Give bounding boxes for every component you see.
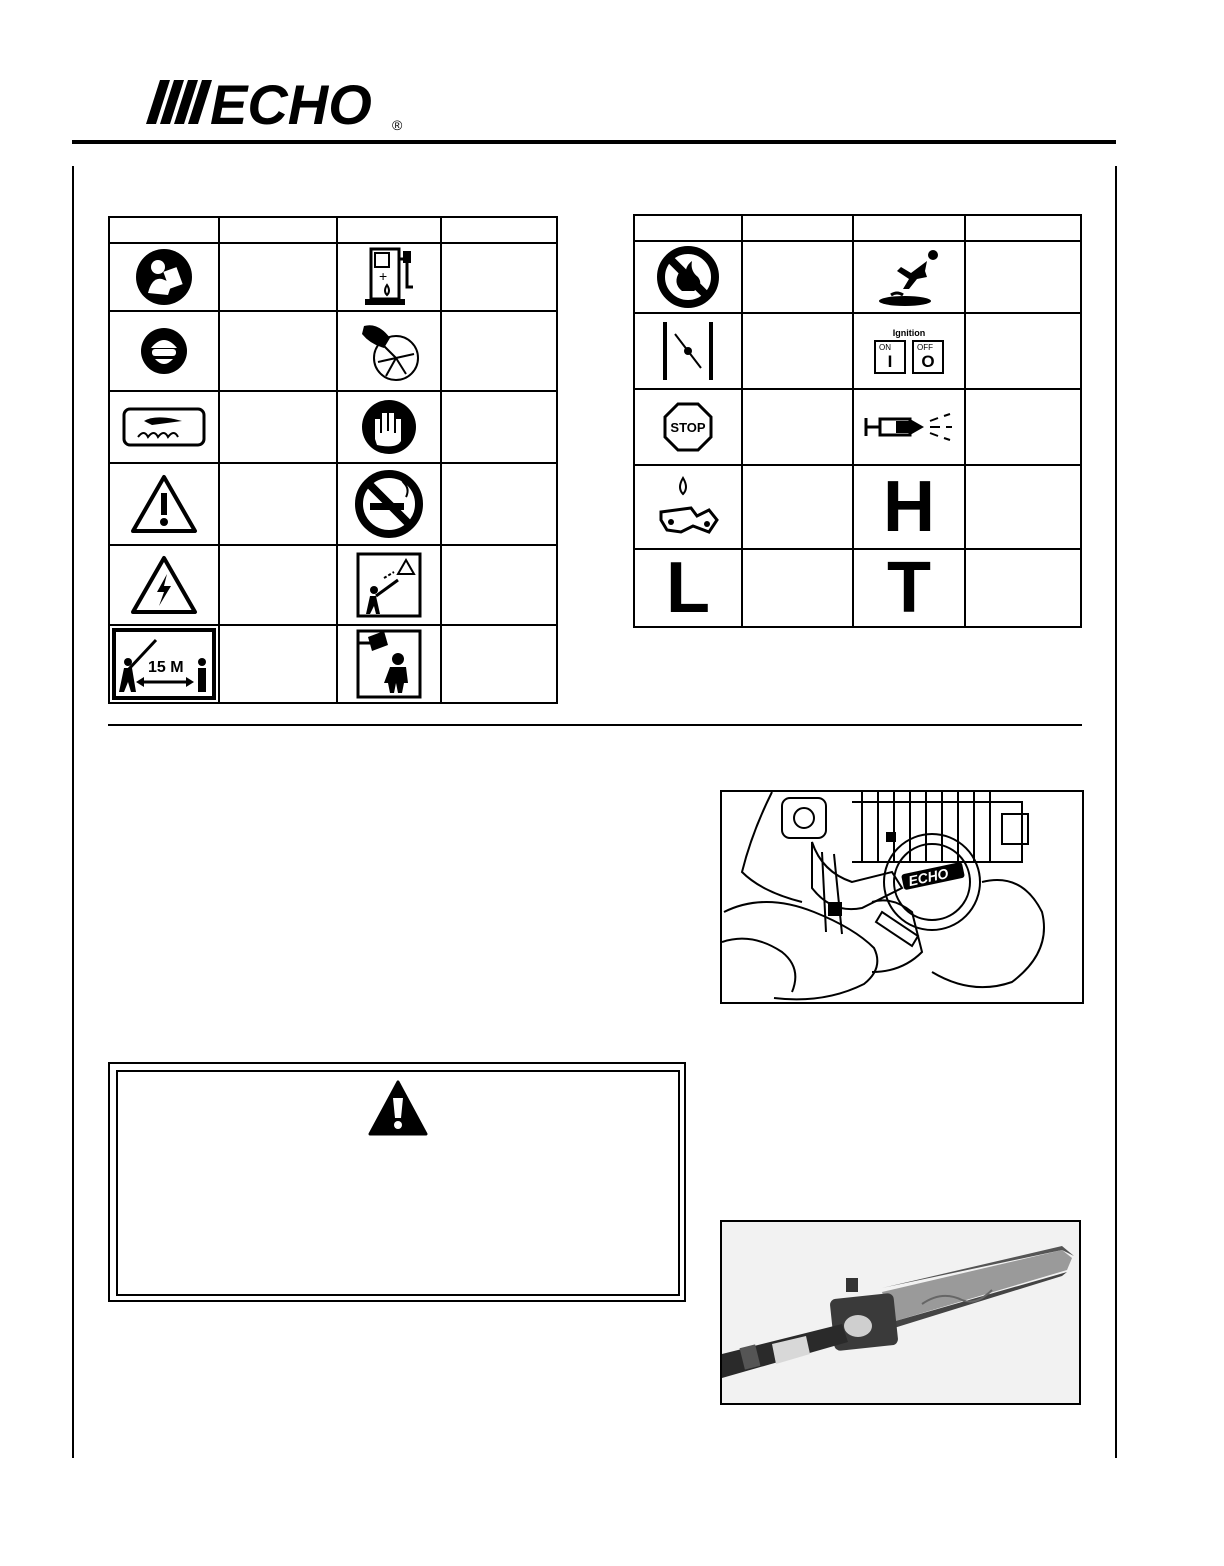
header-cell	[441, 217, 557, 243]
chain-oil-icon	[634, 465, 742, 549]
wear-gloves-icon	[337, 391, 441, 463]
t-letter-icon	[853, 549, 965, 627]
warning-triangle-icon	[368, 1080, 428, 1136]
symbol-description	[441, 545, 557, 625]
carb-figure-logo: ECHO	[906, 864, 950, 890]
symbol-description	[219, 625, 337, 703]
hot-surface-warning-icon	[109, 391, 219, 463]
symbol-description	[742, 241, 853, 313]
no-open-flame-icon	[634, 241, 742, 313]
hand-fan-warning-icon	[337, 311, 441, 391]
caution-triangle-icon	[109, 463, 219, 545]
symbols-table-left	[108, 216, 558, 704]
table-header-row	[109, 217, 557, 243]
symbol-description	[742, 465, 853, 549]
symbol-description	[742, 313, 853, 389]
l-letter-icon	[634, 549, 742, 627]
oil-injection-icon	[853, 389, 965, 465]
falling-object-warning-icon	[337, 545, 441, 625]
on-switch	[874, 340, 906, 374]
thrown-object-icon	[337, 625, 441, 703]
t-letter: T	[887, 548, 931, 628]
keep-15m-distance-icon	[109, 625, 219, 703]
electrical-hazard-icon	[109, 545, 219, 625]
header-cell	[219, 217, 337, 243]
symbol-description	[219, 243, 337, 311]
symbol-description	[219, 311, 337, 391]
symbol-description	[742, 549, 853, 627]
pole-pruner-figure	[720, 1220, 1081, 1405]
header-cell	[742, 215, 853, 241]
logo-text: ECHO	[210, 73, 372, 134]
read-manual-icon	[109, 243, 219, 311]
symbol-description	[441, 625, 557, 703]
symbol-description	[219, 545, 337, 625]
header-cell	[853, 215, 965, 241]
fuel-pump-icon	[337, 243, 441, 311]
l-letter: L	[666, 548, 710, 628]
no-smoking-icon	[337, 463, 441, 545]
symbol-description	[965, 549, 1081, 627]
svg-text:+: +	[379, 268, 388, 284]
header-rule	[72, 140, 1116, 144]
carburetor-adjustment-figure	[720, 790, 1084, 1004]
off-switch	[912, 340, 944, 374]
off-label: OFF	[917, 343, 933, 352]
symbol-description	[219, 463, 337, 545]
on-label: ON	[879, 343, 891, 352]
symbol-description	[441, 463, 557, 545]
ignition-switch-icon	[853, 313, 965, 389]
stop-sign-icon	[634, 389, 742, 465]
eye-ear-head-protection-icon	[109, 311, 219, 391]
header-cell	[109, 217, 219, 243]
symbol-description	[965, 241, 1081, 313]
distance-label: 15 M	[148, 659, 184, 676]
echo-logo	[140, 72, 415, 134]
symbol-description	[441, 311, 557, 391]
symbol-description	[219, 391, 337, 463]
ignition-label: Ignition	[892, 328, 926, 338]
registered-mark: ®	[392, 117, 403, 133]
right-border	[1115, 166, 1117, 1458]
h-letter: H	[883, 467, 935, 547]
stop-label: STOP	[670, 420, 706, 435]
off-symbol: O	[921, 352, 935, 371]
on-symbol: I	[887, 352, 893, 371]
header-cell	[634, 215, 742, 241]
choke-lever-icon	[634, 313, 742, 389]
h-letter-icon	[853, 465, 965, 549]
table-header-row	[634, 215, 1081, 241]
symbol-description	[742, 389, 853, 465]
symbol-description	[965, 389, 1081, 465]
symbol-description	[965, 313, 1081, 389]
symbols-table-right	[633, 214, 1082, 628]
symbol-description	[441, 243, 557, 311]
left-border	[72, 166, 74, 1458]
header-cell	[965, 215, 1081, 241]
symbol-description	[441, 391, 557, 463]
slippery-fall-icon	[853, 241, 965, 313]
symbol-description	[965, 465, 1081, 549]
header-cell	[337, 217, 441, 243]
section-divider	[108, 724, 1082, 726]
